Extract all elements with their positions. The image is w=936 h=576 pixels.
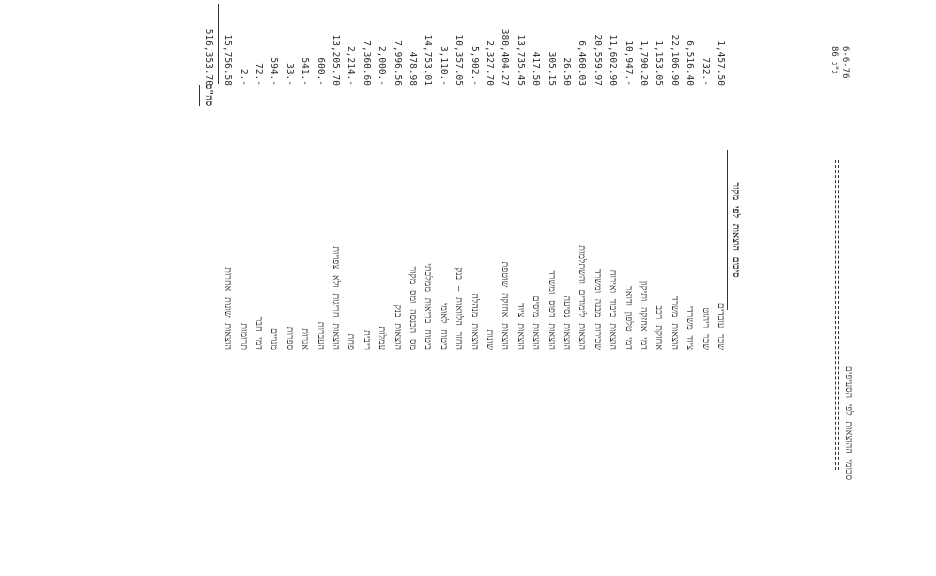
expense-amount: 417.50 xyxy=(530,51,542,86)
expense-row xyxy=(313,0,328,576)
expense-amount: 10,947.- xyxy=(622,40,634,86)
expense-label: הוצאות ציוד xyxy=(514,303,526,350)
expense-amount: 72.- xyxy=(253,63,264,86)
total-row xyxy=(201,0,216,576)
expense-row xyxy=(343,0,358,576)
expense-row xyxy=(405,0,420,576)
expense-amount: 2,000.- xyxy=(376,45,388,86)
expense-label: הוצאות דפוס ומשרד xyxy=(545,270,557,350)
expense-row xyxy=(590,0,605,576)
expense-row xyxy=(698,0,713,576)
expense-amount: 2,327.70 xyxy=(484,40,495,86)
date-line-1: 6-6-76 xyxy=(840,46,850,79)
expense-row xyxy=(559,0,574,576)
expense-amount: 594.- xyxy=(268,57,280,86)
expense-row xyxy=(621,0,636,576)
expense-label: ריבית xyxy=(360,329,372,350)
expense-label: החזר הלוואות – בנק xyxy=(453,267,465,350)
expense-label: דמי טלפון ודואר xyxy=(622,286,634,350)
expense-row xyxy=(374,0,389,576)
expense-row xyxy=(390,0,405,576)
expense-label: אגרות xyxy=(299,328,311,350)
document-header xyxy=(841,160,856,480)
expense-label: פחת xyxy=(345,333,357,350)
expense-label: שכר עובדים xyxy=(715,302,726,350)
expense-row xyxy=(513,0,528,576)
expense-row xyxy=(651,0,666,576)
expense-amount: 13,735.45 xyxy=(514,34,526,86)
expense-label: ביטוח בריאות ממלכתי xyxy=(422,263,434,350)
expense-amount: 10,357.05 xyxy=(453,34,465,86)
expense-amount: 478.98 xyxy=(407,51,418,86)
expense-amount: 732.- xyxy=(699,57,711,86)
expense-row xyxy=(251,0,266,576)
expense-label: שכירות מבנה ומשרד xyxy=(591,269,603,350)
header-underline xyxy=(838,160,839,470)
expense-amount: 1,153.05 xyxy=(653,40,665,86)
expense-label: ספרות xyxy=(283,326,295,350)
expense-amount: 2,214.- xyxy=(345,45,357,86)
expense-label: שכר ריהוט xyxy=(699,307,711,350)
expense-amount: 541.- xyxy=(299,57,311,86)
expense-list xyxy=(136,0,736,576)
expense-label: ציוד משרדי xyxy=(684,305,696,350)
expense-label: הוצאות בנק xyxy=(391,304,403,350)
total-amount: 516,353.70 xyxy=(202,28,214,86)
expense-amount: 14,753.01 xyxy=(422,34,434,86)
expense-amount: 1,457.50 xyxy=(715,40,726,86)
expense-row xyxy=(266,0,281,576)
expense-label: מנויים xyxy=(268,327,280,350)
expense-label: הוצאות שונות אחרות xyxy=(222,267,234,350)
expense-row xyxy=(420,0,435,576)
expense-row xyxy=(605,0,620,576)
expense-amount: 13,205.70 xyxy=(330,34,341,86)
date-line-2: ג"ג 86 xyxy=(829,46,839,74)
expense-amount: 6,460.03 xyxy=(576,40,588,86)
expense-row xyxy=(482,0,497,576)
expense-label: ביטוח לאומי xyxy=(437,302,449,350)
expense-label: הוצאות אחזקה שוטפת xyxy=(499,261,511,350)
total-rule xyxy=(218,4,219,84)
expense-label: הוצאות משרד xyxy=(668,295,680,350)
expense-amount: 22,106.90 xyxy=(668,34,680,86)
expense-row xyxy=(544,0,559,576)
expense-row xyxy=(451,0,466,576)
expense-row xyxy=(467,0,482,576)
expense-row xyxy=(328,0,343,576)
expense-label: הוצאות לימודים והשתלמות xyxy=(576,245,588,350)
expense-label: מס הכנסה ומס מקור xyxy=(407,266,418,350)
expense-label: הוצאות כיבוד ואירוח xyxy=(607,269,619,350)
expense-amount: 7,360.60 xyxy=(360,40,372,86)
expense-row xyxy=(359,0,374,576)
expense-label: תרומות xyxy=(237,323,249,350)
expense-label: דמי חבר xyxy=(253,316,264,350)
expense-row xyxy=(713,0,728,576)
expense-label: הוצאות חריגות ולא צפויות xyxy=(330,246,341,350)
expense-label: אחזקת רכב xyxy=(653,305,665,350)
expense-amount: 6,516.40 xyxy=(684,40,696,86)
expense-amount: 380,404.27 xyxy=(499,28,511,86)
expense-amount: 33.- xyxy=(283,63,295,86)
expense-amount: 26.50 xyxy=(561,57,572,86)
expense-label: הוצאות מיסים xyxy=(530,295,542,350)
expense-amount: 7,996.56 xyxy=(391,40,403,86)
header-title: סכומי ההוצאות לפי הסעיפים xyxy=(843,365,854,480)
expense-amount: 5,902.- xyxy=(468,45,480,86)
expense-row xyxy=(297,0,312,576)
total-label: סה"כ xyxy=(199,85,215,106)
expense-row xyxy=(636,0,651,576)
expense-amount: 600.- xyxy=(314,57,326,86)
expense-amount: 305.15 xyxy=(545,51,557,86)
document-date xyxy=(828,46,850,106)
expense-amount: 15,756.58 xyxy=(222,34,234,86)
expense-amount: 20,559.97 xyxy=(591,34,603,86)
expense-amount: 11,602.90 xyxy=(607,34,619,86)
expense-label: הוצאות מנהלה xyxy=(468,293,480,350)
expense-label: הוצאות נסיעה xyxy=(561,295,572,350)
expense-row xyxy=(220,0,235,576)
expense-amount: 2.- xyxy=(237,68,249,86)
expense-label: עמלות xyxy=(376,326,388,350)
expense-row xyxy=(497,0,512,576)
expense-label: העברות xyxy=(314,321,326,350)
expense-amount: 1,790.20 xyxy=(638,40,649,86)
expense-amount: 3,110.- xyxy=(437,45,449,86)
expense-row xyxy=(574,0,589,576)
expense-row xyxy=(667,0,682,576)
expense-label: שונות xyxy=(484,329,495,350)
header-double-underline xyxy=(835,160,836,470)
expense-row xyxy=(682,0,697,576)
expense-label: דמי אחזקה ותיקון xyxy=(638,280,649,350)
section-heading: סיכום הוצאות לפי מקור xyxy=(727,150,743,310)
expense-row xyxy=(436,0,451,576)
expense-row xyxy=(282,0,297,576)
expense-row xyxy=(528,0,543,576)
expense-row xyxy=(236,0,251,576)
